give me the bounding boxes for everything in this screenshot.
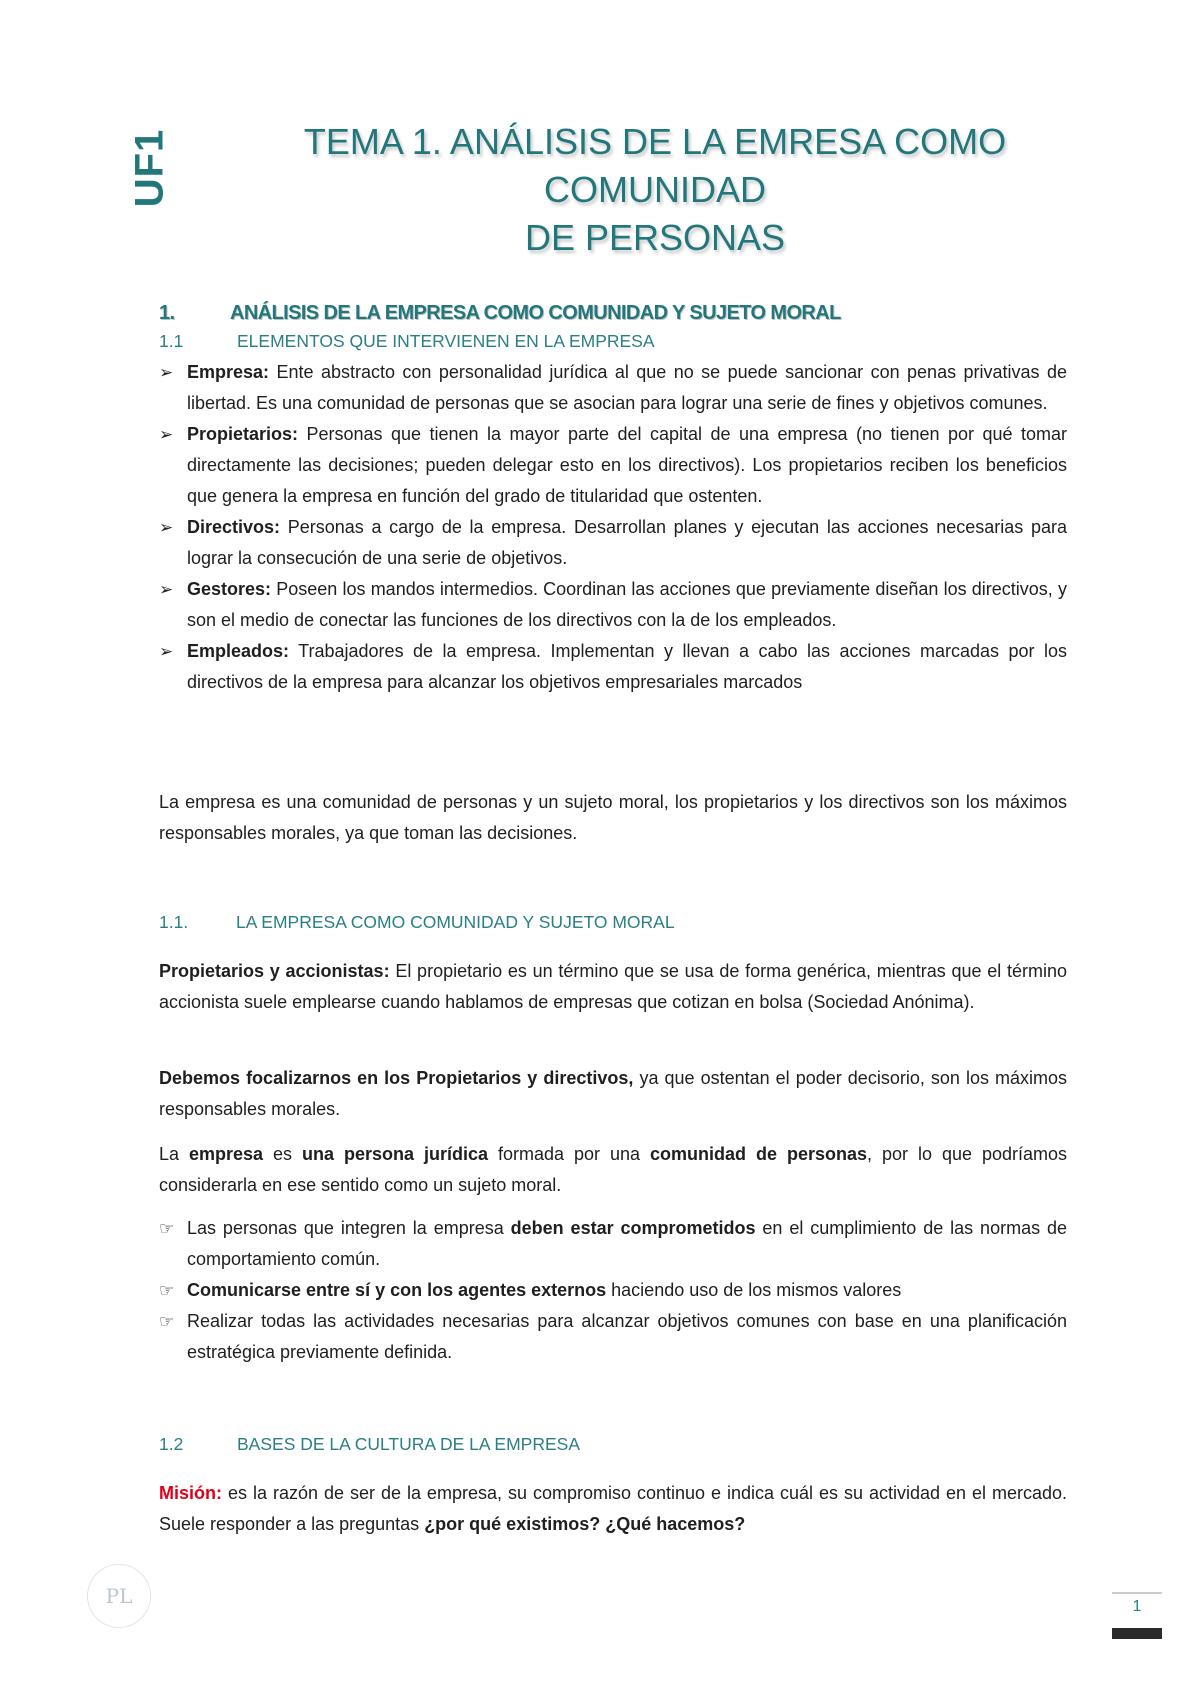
legal-person-paragraph: La empresa es una persona jurídica formada por una comunidad de personas, por lo que podríamos considerarla en ese sentido como un sujeto moral. xyxy=(159,1144,1068,1195)
commitments-list xyxy=(159,1213,1067,1368)
pointing-hand-icon: ☞ xyxy=(159,1281,175,1300)
page-number-rule xyxy=(1112,1592,1162,1594)
mission-paragraph: Misión: es la razón de ser de la empresa, su compromiso continuo e indica cuál es su actividad en el mercado. Suele responder a las preguntas ¿por qué existimos? ¿Qué hacemos? xyxy=(159,1483,1067,1534)
title-line-2: DE PERSONAS xyxy=(524,217,786,258)
subsection-heading-1-1b xyxy=(159,912,675,933)
unit-tag: UF1 xyxy=(127,128,172,208)
arrow-bullet-icon: ➢ xyxy=(159,425,174,444)
section-title: ANÁLISIS DE LA EMPRESA COMO COMUNIDAD Y SUJETO MORAL xyxy=(230,302,841,324)
section-heading-1 xyxy=(159,302,841,325)
arrow-bullet-icon: ➢ xyxy=(159,580,174,599)
subsection-number: 1.1. xyxy=(159,912,189,932)
subsection-title: LA EMPRESA COMO COMUNIDAD Y SUJETO MORAL xyxy=(236,912,675,932)
arrow-bullet-icon: ➢ xyxy=(159,363,174,382)
pointing-hand-icon: ☞ xyxy=(159,1312,175,1331)
arrow-bullet-icon: ➢ xyxy=(159,642,174,661)
owners-paragraph: Propietarios y accionistas: El propietario es un término que se usa de forma genérica, mientras que el término accionista suele emplearse cuando hablamos de empresas que cotizan en bolsa (Sociedad Anónima). xyxy=(159,961,1068,1012)
section-number: 1. xyxy=(159,302,175,324)
list-item: ☞ Las personas que integren la empresa deben estar comprometidos en el cumplimiento de las normas de comportamiento común. xyxy=(159,1213,1067,1275)
subsection-heading-1-2 xyxy=(159,1434,580,1455)
list-item: ☞ Realizar todas las actividades necesarias para alcanzar objetivos comunes con base en una planificación estratégica previamente definida. xyxy=(159,1306,1067,1368)
page-number-bar xyxy=(1112,1628,1162,1639)
subsection-number: 1.2 xyxy=(159,1434,184,1454)
subsection-title: BASES DE LA CULTURA DE LA EMPRESA xyxy=(237,1434,580,1454)
subsection-heading-1-1 xyxy=(159,331,655,352)
focus-paragraph: Debemos focalizarnos en los Propietarios y directivos, ya que ostentan el poder decisorio, son los máximos responsables morales. xyxy=(159,1068,1068,1119)
pointing-hand-icon: ☞ xyxy=(159,1219,175,1238)
page-title xyxy=(225,118,1085,262)
elements-list xyxy=(159,357,1067,698)
list-item: ➢ Empleados: Trabajadores de la empresa. Implementan y llevan a cabo las acciones marcadas por los directivos de la empresa para alcanzar los objetivos empresariales marcados xyxy=(159,636,1067,698)
author-logo: PL xyxy=(87,1564,151,1628)
list-item: ➢ Directivos: Personas a cargo de la empresa. Desarrollan planes y ejecutan las acciones necesarias para lograr la consecución de una serie de objetivos. xyxy=(159,512,1067,574)
list-item: ➢ Empresa: Ente abstracto con personalidad jurídica al que no se puede sancionar con penas privativas de libertad. Es una comunidad de personas que se asocian para lograr una serie de fines y objetivos comunes. xyxy=(159,357,1067,419)
list-item: ➢ Gestores: Poseen los mandos intermedios. Coordinan las acciones que previamente diseñan los directivos, y son el medio de conectar las funciones de los directivos con la de los empleados. xyxy=(159,574,1067,636)
page-number: 1 xyxy=(1132,1598,1142,1615)
list-item: ➢ Propietarios: Personas que tienen la mayor parte del capital de una empresa (no tienen por qué tomar directamente las decisiones; pueden delegar esto en los directivos). Los propietarios reciben los beneficios que genera la empresa en función del grado de titularidad que ostenten. xyxy=(159,419,1067,512)
summary-paragraph: La empresa es una comunidad de personas y un sujeto moral, los propietarios y los directivos son los máximos responsables morales, ya que toman las decisiones. xyxy=(159,792,1067,843)
list-item: ☞ Comunicarse entre sí y con los agentes externos haciendo uso de los mismos valores xyxy=(159,1275,1067,1306)
title-line-1: TEMA 1. ANÁLISIS DE LA EMRESA COMO COMUNIDAD xyxy=(303,121,1007,210)
arrow-bullet-icon: ➢ xyxy=(159,518,174,537)
subsection-title: ELEMENTOS QUE INTERVIENEN EN LA EMPRESA xyxy=(237,331,655,351)
subsection-number: 1.1 xyxy=(159,331,184,351)
